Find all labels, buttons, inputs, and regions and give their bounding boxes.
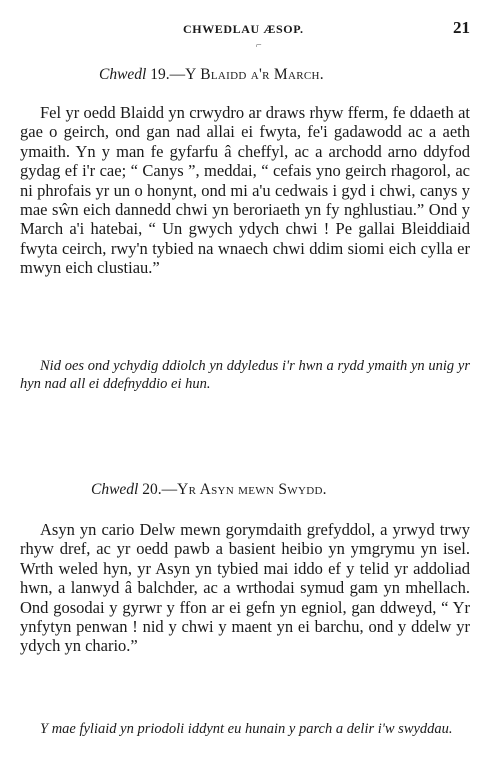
running-head: CHWEDLAU ÆSOP. — [183, 22, 304, 36]
fable-title-number: 20.— — [142, 481, 178, 498]
fable-title-19 — [99, 66, 324, 84]
fable-title-prefix: Chwedl — [91, 481, 139, 498]
page-number: 21 — [453, 18, 470, 37]
fable-title-number: 19.— — [150, 66, 186, 83]
fable-title-prefix: Chwedl — [99, 66, 147, 83]
fable-body-19: Fel yr oedd Blaidd yn crwydro ar draws rhyw fferm, fe ddaeth at gae o geirch, ond gan nad allai ei fwyta, fe'i gadawodd ac a aeth ymaith. Yn y man fe gyfarfu â cheffyl, ac a archodd arno ddyfod gydag ef i'r cae; “ Canys ”, meddai, “ cefais yno geirch rhagorol, ac ni phrofais yr un o honynt, ond mi a'u cedwais i gyd i chwi, canys y mae sŵn eich dannedd chwi yn beroriaeth yn fy nghlustiau.” Ond y March a'i hatebai, “ Un gwych ydych chwi ! Pe gallai Bleiddiaid fwyta ceirch, rwy'n tybied na wnaech chwi ddim siomi eich cylla er mwyn eich clustiau.” — [20, 103, 470, 278]
fable-body-20: Asyn yn cario Delw mewn gorymdaith grefyddol, a yrwyd trwy rhyw dref, ac yr oedd pawb a basient heibio yn ymgrymu yn isel. Wrth weled hyn, yr Asyn yn tybied mai iddo ef y telid yr addoliad hwn, a lanwyd â balchder, ac a wrthodai symud gam yn mhellach. Ond gosodai y gyrwr y ffon ar ei gefn yn egniol, gan ddweyd, “ Yr ynfytyn penwan ! nid y chwi y maent yn ei barchu, ond y ddelw yr ydych yn chario.” — [20, 520, 470, 656]
print-mark: ⌐ — [256, 40, 262, 51]
fable-moral-20: Y mae fyliaid yn priodoli iddynt eu hunain y parch a delir i'w swyddau. — [40, 721, 453, 737]
fable-title-name: Yr Asyn mewn Swydd. — [177, 481, 327, 498]
fable-moral-19: Nid oes ond ychydig ddiolch yn ddyledus i'r hwn a rydd ymaith yn unig yr hyn nad all ei ddefnyddio ei hun. — [20, 358, 470, 392]
fable-title-name: Y Blaidd a'r March. — [185, 66, 324, 83]
fable-title-20 — [91, 481, 327, 499]
